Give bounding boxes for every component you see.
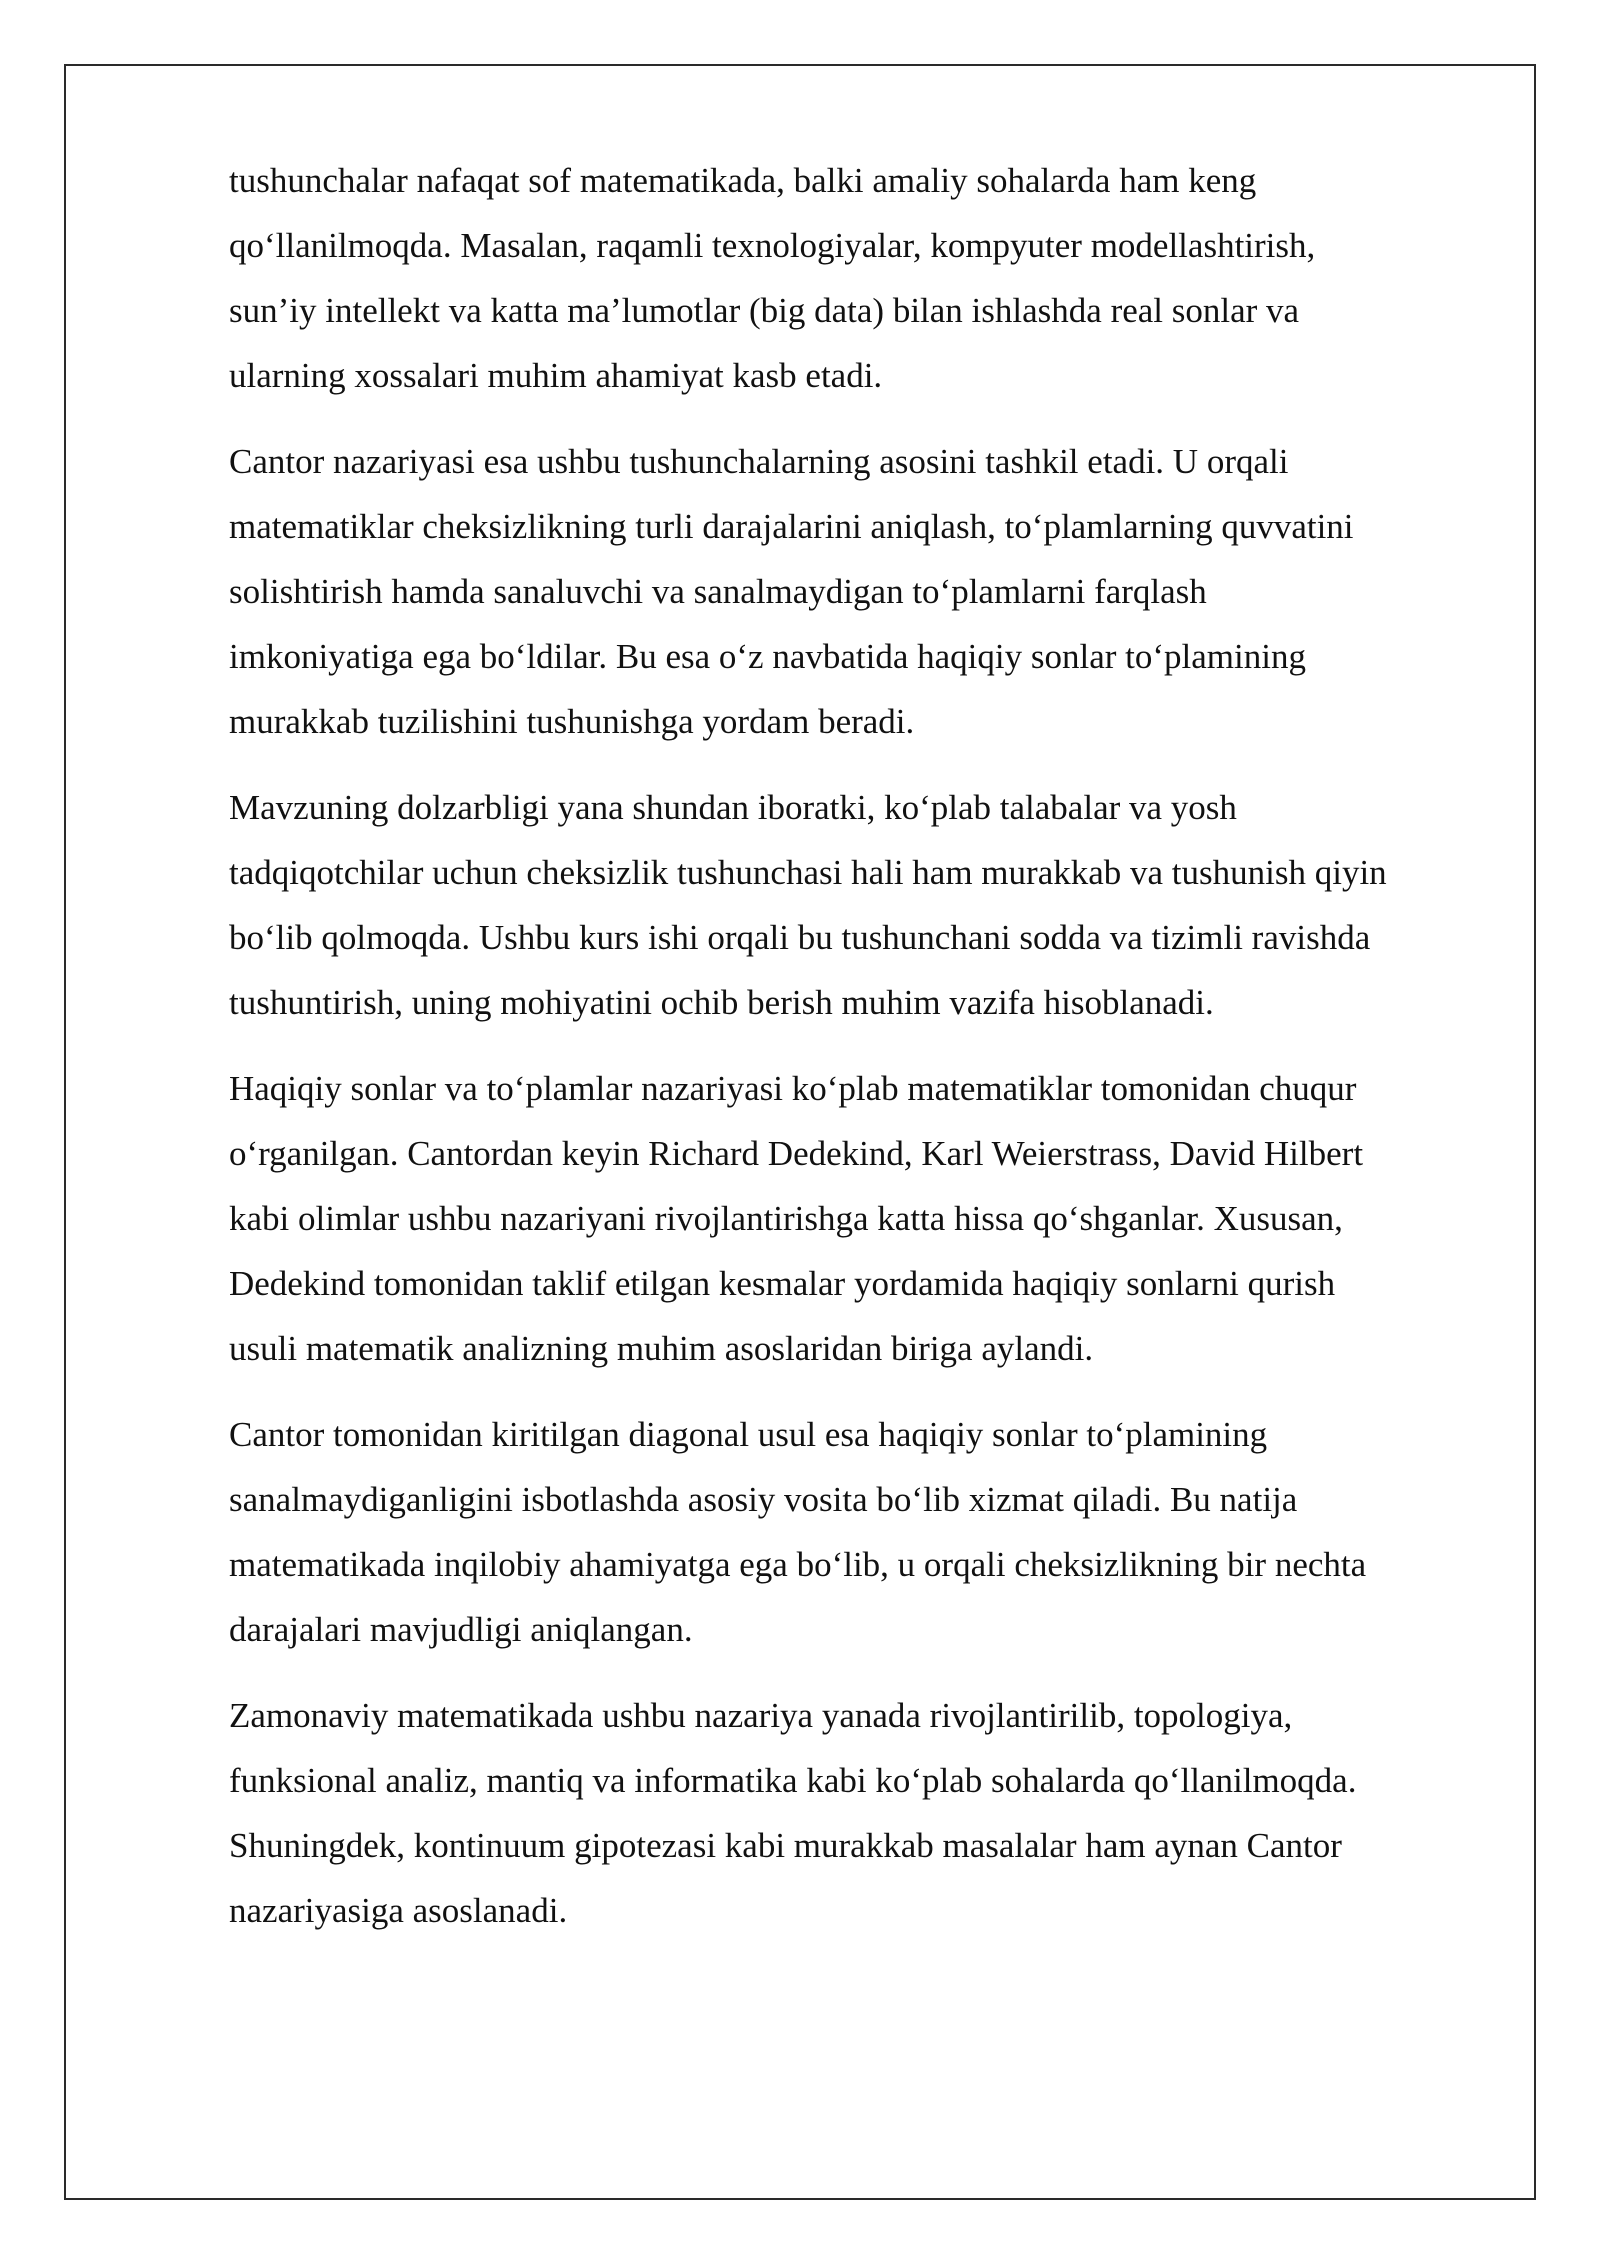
text-line: Dedekind tomonidan taklif etilgan kesmalar yordamida haqiqiy sonlarni qurish [229, 1264, 1336, 1303]
text-line: matematikada inqilobiy ahamiyatga ega bo‘lib, u orqali cheksizlikning bir nechta [229, 1545, 1367, 1584]
text-line: bo‘lib qolmoqda. Ushbu kurs ishi orqali bu tushunchani sodda va tizimli ravishda [229, 918, 1371, 957]
text-line: qo‘llanilmoqda. Masalan, raqamli texnologiyalar, kompyuter modellashtirish, [229, 226, 1316, 265]
text-line: ularning xossalari muhim ahamiyat kasb etadi. [229, 356, 883, 395]
paragraph-2 [229, 429, 1494, 754]
paragraph-3 [229, 775, 1494, 1035]
text-line: Mavzuning dolzarbligi yana shundan iboratki, ko‘plab talabalar va yosh [229, 788, 1237, 827]
text-line: darajalari mavjudligi aniqlangan. [229, 1610, 693, 1649]
text-line: imkoniyatiga ega bo‘ldilar. Bu esa o‘z navbatida haqiqiy sonlar to‘plamining [229, 637, 1306, 676]
text-line: matematiklar cheksizlikning turli darajalarini aniqlash, to‘plamlarning quvvatini [229, 507, 1354, 546]
text-line: tushunchalar nafaqat sof matematikada, balki amaliy sohalarda ham keng [229, 161, 1257, 200]
text-line: Haqiqiy sonlar va to‘plamlar nazariyasi ko‘plab matematiklar tomonidan chuqur [229, 1069, 1357, 1108]
text-line: sun’iy intellekt va katta ma’lumotlar (big data) bilan ishlashda real sonlar va [229, 291, 1300, 330]
paragraph-5 [229, 1402, 1494, 1662]
text-line: usuli matematik analizning muhim asoslaridan biriga aylandi. [229, 1329, 1094, 1368]
text-line: funksional analiz, mantiq va informatika kabi ko‘plab sohalarda qo‘llanilmoqda. [229, 1761, 1357, 1800]
text-line: tadqiqotchilar uchun cheksizlik tushunchasi hali ham murakkab va tushunish qiyin [229, 853, 1387, 892]
paragraph-6 [229, 1683, 1494, 1943]
text-line: Shuningdek, kontinuum gipotezasi kabi murakkab masalalar ham aynan Cantor [229, 1826, 1342, 1865]
text-line: kabi olimlar ushbu nazariyani rivojlantirishga katta hissa qo‘shganlar. Xususan, [229, 1199, 1343, 1238]
paragraph-4 [229, 1056, 1494, 1381]
text-line: o‘rganilgan. Cantordan keyin Richard Dedekind, Karl Weierstrass, David Hilbert [229, 1134, 1364, 1173]
text-line: Cantor tomonidan kiritilgan diagonal usul esa haqiqiy sonlar to‘plamining [229, 1415, 1268, 1454]
paragraph-1 [229, 148, 1494, 408]
text-line: tushuntirish, uning mohiyatini ochib berish muhim vazifa hisoblanadi. [229, 983, 1214, 1022]
text-line: nazariyasiga asoslanadi. [229, 1891, 568, 1930]
text-line: Cantor nazariyasi esa ushbu tushunchalarning asosini tashkil etadi. U orqali [229, 442, 1289, 481]
text-line: murakkab tuzilishini tushunishga yordam beradi. [229, 702, 915, 741]
text-line: sanalmaydiganligini isbotlashda asosiy vosita bo‘lib xizmat qiladi. Bu natija [229, 1480, 1298, 1519]
text-line: Zamonaviy matematikada ushbu nazariya yanada rivojlantirilib, topologiya, [229, 1696, 1293, 1735]
text-line: solishtirish hamda sanaluvchi va sanalmaydigan to‘plamlarni farqlash [229, 572, 1207, 611]
document-body [229, 148, 1494, 1964]
